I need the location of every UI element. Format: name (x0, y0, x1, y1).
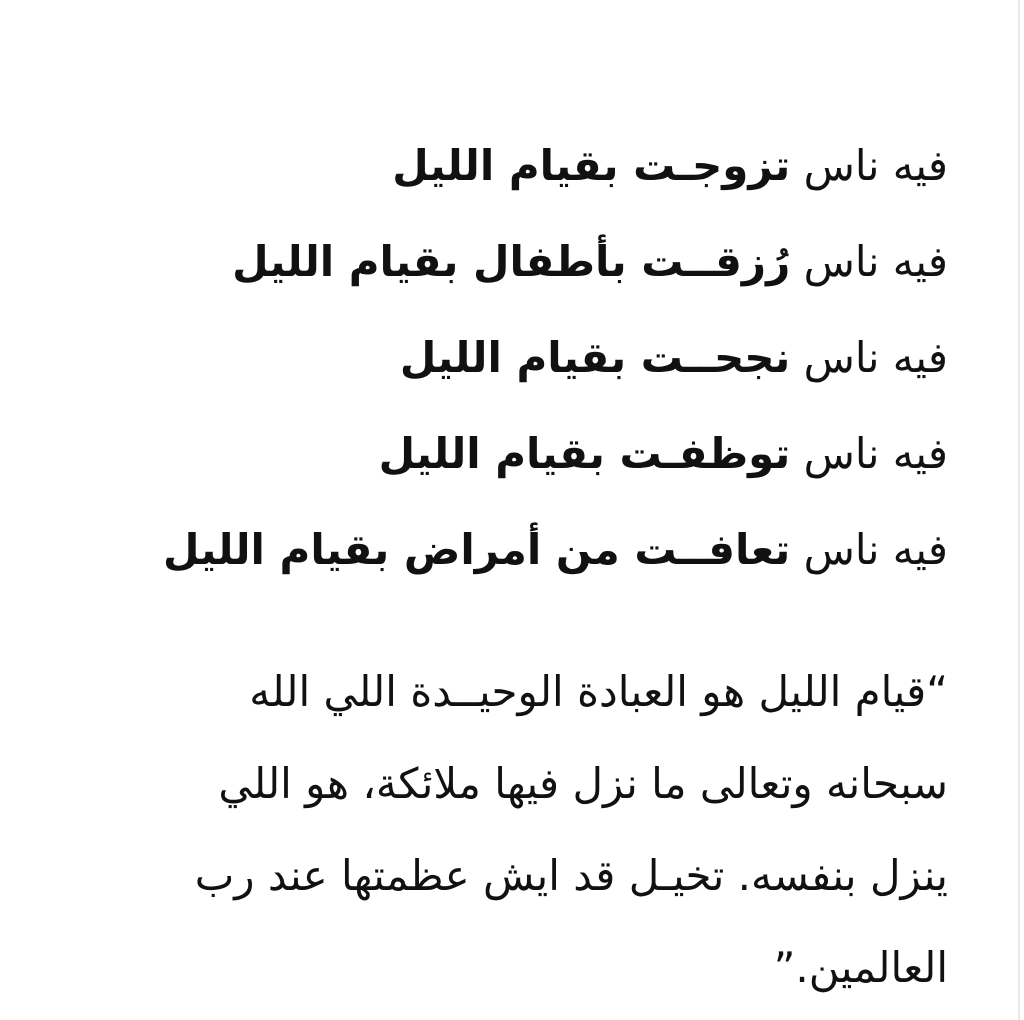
quote-line: سبحانه وتعالى ما نزل فيها ملائكة، هو اللي (218, 759, 948, 808)
statement-line (68, 406, 948, 502)
statement-line (68, 310, 948, 406)
statement-emphasis: توظفـت بقيام الليل (378, 429, 791, 478)
quote-line: “قيام الليل هو العبادة الوحيــدة اللي الله (249, 667, 948, 716)
statement-prefix: فيه ناس (803, 429, 948, 478)
quote-line: ينزل بنفسه. تخيـل قد ايش عظمتها عند رب (194, 851, 948, 900)
statement-prefix: فيه ناس (803, 333, 948, 382)
statement-emphasis: تعافــت من أمراض بقيام الليل (162, 525, 791, 574)
statements-list (68, 118, 948, 598)
quote-line: العالمين.” (773, 943, 948, 992)
statement-emphasis: تزوجـت بقيام الليل (392, 141, 791, 190)
statement-line (68, 214, 948, 310)
quote-block (68, 646, 948, 1014)
statement-prefix: فيه ناس (803, 237, 948, 286)
statement-line (68, 502, 948, 598)
statement-prefix: فيه ناس (803, 141, 948, 190)
statement-emphasis: نجحــت بقيام الليل (399, 333, 791, 382)
statement-line (68, 118, 948, 214)
statement-emphasis: رُزقــت بأطفال بقيام الليل (232, 237, 791, 286)
statement-prefix: فيه ناس (803, 525, 948, 574)
right-edge-divider (1018, 0, 1020, 1020)
